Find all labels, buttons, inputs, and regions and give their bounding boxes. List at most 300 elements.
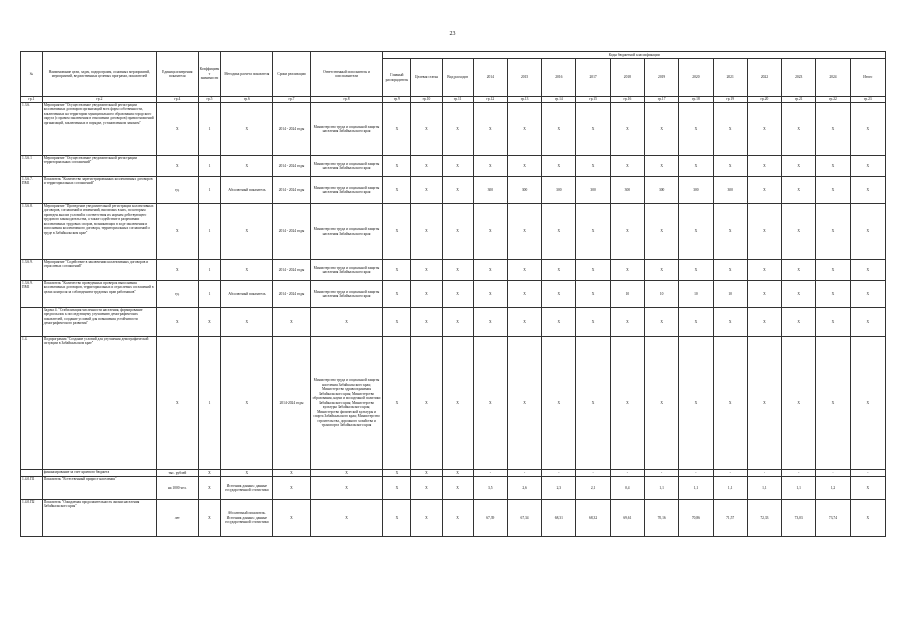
row-value: Х	[576, 260, 610, 281]
row-unit: на 1000 чел.	[157, 477, 199, 500]
row-value: Х	[850, 177, 885, 204]
row-value: 300	[679, 177, 713, 204]
row-value: Х	[816, 177, 850, 204]
row-value: 68,32	[576, 500, 610, 537]
row-value: 1,1	[679, 477, 713, 500]
col-year-2023: 2023	[782, 59, 816, 97]
row-term: Х	[273, 308, 310, 337]
col-number: гр.18	[679, 97, 713, 103]
row-unit: Х	[157, 204, 199, 260]
row-unit: Х	[157, 260, 199, 281]
col-number: гр.9	[383, 97, 411, 103]
row-method: Х	[221, 103, 273, 156]
row-value: 2,3	[542, 477, 576, 500]
row-value: Х	[713, 308, 747, 337]
row-value: 300	[713, 177, 747, 204]
row-value: 2,6	[507, 477, 541, 500]
row-value: Х	[850, 500, 885, 537]
row-unit: тыс. рублей	[157, 470, 199, 477]
row-value: 73,03	[782, 500, 816, 537]
row-term: 2014 - 2024 годы	[273, 156, 310, 177]
row-value: Х	[782, 337, 816, 470]
col-number: гр.21	[782, 97, 816, 103]
row-responsible: Министерство труда и социальной защиты населения Забайкальского края	[310, 204, 383, 260]
row-coefficient: 1	[198, 103, 221, 156]
row-value: 73,74	[816, 500, 850, 537]
row-value: Х	[576, 204, 610, 260]
row-value: Х	[645, 204, 679, 260]
row-target-article: Х	[411, 337, 442, 470]
row-value: Х	[679, 204, 713, 260]
col-number: гр.1	[21, 97, 43, 103]
row-value: Х	[782, 204, 816, 260]
row-value: -	[610, 470, 644, 477]
col-number: гр.2	[42, 97, 156, 103]
row-value: 0,4	[610, 477, 644, 500]
row-target-article: Х	[411, 177, 442, 204]
row-value: Х	[850, 477, 885, 500]
col-number: гр.7	[273, 97, 310, 103]
row-responsible: Министерство труда и социальной защиты населения Забайкальского края	[310, 156, 383, 177]
row-value: -	[713, 470, 747, 477]
row-value: Х	[782, 308, 816, 337]
row-gr-razdel: Х	[383, 308, 411, 337]
row-responsible: Министерство труда и социальной защиты населения Забайкальского края	[310, 260, 383, 281]
row-expense-type: Х	[442, 103, 473, 156]
row-method: Х	[221, 470, 273, 477]
row-value: 2,1	[576, 477, 610, 500]
row-expense-type: Х	[442, 470, 473, 477]
row-value: 300	[473, 177, 507, 204]
row-coefficient: Х	[198, 500, 221, 537]
row-coefficient: 1	[198, 281, 221, 308]
row-gr-razdel: Х	[383, 500, 411, 537]
row-value: Х	[713, 156, 747, 177]
row-value: Х	[713, 337, 747, 470]
row-responsible: Министерство труда и социальной защиты населения Забайкальского края	[310, 177, 383, 204]
row-expense-type: Х	[442, 177, 473, 204]
row-value: Х	[542, 281, 576, 308]
row-value: Х	[816, 204, 850, 260]
row-name: Показатель "Количество проведенных проверок выполнения коллективных договоров, территориальных и отраслевых соглашений в целях контроля за соблюдением трудовых прав работников"	[42, 281, 156, 308]
row-value: -	[679, 470, 713, 477]
row-term: Х	[273, 500, 310, 537]
row-value: Х	[542, 204, 576, 260]
row-value: Х	[542, 260, 576, 281]
row-value: Х	[645, 260, 679, 281]
row-value: 67,34	[507, 500, 541, 537]
row-value: -	[850, 470, 885, 477]
col-year-2015: 2015	[507, 59, 541, 97]
row-gr-razdel: Х	[383, 156, 411, 177]
row-responsible: Х	[310, 470, 383, 477]
row-value: Х	[576, 156, 610, 177]
row-gr-razdel: Х	[383, 477, 411, 500]
row-name: Подпрограмма "Создание условий для улучшения демографической ситуации в Забайкальском крае"	[42, 337, 156, 470]
row-coefficient: Х	[198, 477, 221, 500]
row-term: Х	[273, 477, 310, 500]
row-responsible: Х	[310, 477, 383, 500]
row-expense-type: Х	[442, 337, 473, 470]
row-value: 72,33	[747, 500, 781, 537]
row-value: 1,1	[713, 477, 747, 500]
table-row	[21, 103, 886, 156]
row-value: Х	[610, 204, 644, 260]
row-value: Х	[507, 260, 541, 281]
row-number: 1.3.6.9. ПМ1	[21, 281, 43, 308]
row-value: 70,16	[645, 500, 679, 537]
row-value: Х	[473, 260, 507, 281]
row-value: 300	[610, 177, 644, 204]
row-value: Х	[850, 281, 885, 308]
row-value: Х	[542, 337, 576, 470]
row-value: Х	[542, 156, 576, 177]
row-value: Х	[473, 308, 507, 337]
row-unit: ед.	[157, 281, 199, 308]
row-target-article: Х	[411, 308, 442, 337]
table-row	[21, 156, 886, 177]
row-value: Х	[850, 337, 885, 470]
col-resp: Ответственный исполнитель и соисполнители	[310, 52, 383, 97]
row-value: 10	[645, 281, 679, 308]
row-value: Х	[782, 260, 816, 281]
row-term: 2014 - 2024 годы	[273, 204, 310, 260]
row-number: 1.3.6.	[21, 103, 43, 156]
row-method: Источник данных: данные государственной статистики	[221, 477, 273, 500]
row-expense-type: Х	[442, 260, 473, 281]
col-number: гр.13	[507, 97, 541, 103]
row-expense-type: Х	[442, 308, 473, 337]
row-value: Х	[610, 103, 644, 156]
row-value: Х	[473, 204, 507, 260]
row-target-article: Х	[411, 260, 442, 281]
row-value: 1,1	[747, 477, 781, 500]
row-value: Х	[645, 103, 679, 156]
row-target-article: Х	[411, 477, 442, 500]
row-name: Мероприятие "Содействие в заключении коллективных договоров и отраслевых соглашений"	[42, 260, 156, 281]
row-name: Мероприятие "Осуществление уведомительной регистрации коллективных договоров организаций всех форм собственности, заключенных на территории муниципального образования городского округа (с правом заключения в отношении договоров) правоотношений организаций, заключенных в порядке, установленном законом"	[42, 103, 156, 156]
row-method: Х	[221, 337, 273, 470]
col-expense-type: Вид расходов	[442, 59, 473, 97]
row-term: 2014 - 2024 годы	[273, 260, 310, 281]
row-value: 3,5	[473, 477, 507, 500]
row-value: Х	[816, 337, 850, 470]
row-value: Х	[782, 156, 816, 177]
row-value: Х	[679, 103, 713, 156]
row-value: Х	[747, 281, 781, 308]
row-value: Х	[507, 308, 541, 337]
row-value: 300	[507, 177, 541, 204]
col-year-2021: 2021	[713, 59, 747, 97]
row-value: 10	[610, 281, 644, 308]
row-gr-razdel: Х	[383, 103, 411, 156]
row-expense-type: Х	[442, 500, 473, 537]
row-value: Х	[542, 308, 576, 337]
col-year-2020: 2020	[679, 59, 713, 97]
row-value: 68,31	[542, 500, 576, 537]
col-number: гр.22	[816, 97, 850, 103]
row-value: Х	[542, 103, 576, 156]
row-value: 1,1	[645, 477, 679, 500]
col-year-2014: 2014	[473, 59, 507, 97]
row-value: Х	[610, 308, 644, 337]
row-name: Мероприятие "Осуществление уведомительной регистрации территориальных соглашений"	[42, 156, 156, 177]
col-year-2019: 2019	[645, 59, 679, 97]
col-target-article: Целевая статья	[411, 59, 442, 97]
row-number: 1.3.6.8.	[21, 204, 43, 260]
col-year-2024: 2024	[816, 59, 850, 97]
row-value: -	[782, 470, 816, 477]
row-value: Х	[782, 103, 816, 156]
row-value: 70,86	[679, 500, 713, 537]
row-expense-type: Х	[442, 156, 473, 177]
row-value: Х	[473, 103, 507, 156]
row-value: Х	[747, 103, 781, 156]
row-value: 10	[679, 281, 713, 308]
row-value: Х	[645, 308, 679, 337]
row-responsible: Министерство труда и социальной защиты населения Забайкальского края; Министерство здравоохранения Забайкальского края; Министерство образования, науки и молодежной политики Забайкальского края; Министерство культуры Забайкальского края; Министерство физической культуры и спорта Забайкальского края; Министерство строительства, дорожного хозяйства и транспорта Забайкальского края	[310, 337, 383, 470]
row-value: 71,57	[713, 500, 747, 537]
table-row	[21, 281, 886, 308]
row-term: 2014 - 2024 годы	[273, 177, 310, 204]
row-value: Х	[610, 156, 644, 177]
row-name: финансирование за счет краевого бюджета	[42, 470, 156, 477]
col-number: гр.16	[610, 97, 644, 103]
row-value: Х	[679, 337, 713, 470]
row-value: -	[576, 470, 610, 477]
row-term: 2014 - 2024 годы	[273, 281, 310, 308]
col-number: гр.11	[442, 97, 473, 103]
row-name: Мероприятие "Проведение уведомительной регистрации коллективных договоров, соглашений и изменений, вносимых в них, по которым проведен анализ условий и соответствия их нормам действующего трудового законодательства, а также содействие в разрешении коллективных трудовых споров, возникающих в ходе заключения и исполнения коллективного договора, территориальных соглашений о труде в Забайкальском крае"	[42, 204, 156, 260]
row-coefficient: 1	[198, 260, 221, 281]
row-value: Х	[576, 337, 610, 470]
row-coefficient: Х	[198, 470, 221, 477]
row-value: Х	[679, 308, 713, 337]
row-unit: Х	[157, 308, 199, 337]
row-unit: Х	[157, 156, 199, 177]
row-value: Х	[816, 281, 850, 308]
col-unit: Единица измерения показателя	[157, 52, 199, 97]
row-unit: ед.	[157, 177, 199, 204]
table-row	[21, 308, 886, 337]
row-value: 300	[542, 177, 576, 204]
row-coefficient: 1	[198, 156, 221, 177]
row-gr-razdel: Х	[383, 281, 411, 308]
row-method: Абсолютный показатель	[221, 177, 273, 204]
row-target-article: Х	[411, 281, 442, 308]
row-gr-razdel: Х	[383, 260, 411, 281]
row-expense-type: Х	[442, 204, 473, 260]
col-number: гр.5	[198, 97, 221, 103]
col-number: гр.12	[473, 97, 507, 103]
row-value: Х	[850, 204, 885, 260]
row-value: Х	[576, 308, 610, 337]
col-number: гр.17	[645, 97, 679, 103]
row-value: Х	[816, 260, 850, 281]
row-method: Х	[221, 260, 273, 281]
row-term: 2014-2024 годы	[273, 337, 310, 470]
row-number: 1.4.	[21, 337, 43, 470]
row-value: 69,61	[610, 500, 644, 537]
row-value: Х	[782, 177, 816, 204]
row-value: Х	[645, 337, 679, 470]
row-value: Х	[850, 103, 885, 156]
col-year-2018: 2018	[610, 59, 644, 97]
row-name: Показатель "Ожидаемая продолжительность жизни населения Забайкальского края"	[42, 500, 156, 537]
row-coefficient: 1	[198, 177, 221, 204]
row-gr-razdel: Х	[383, 204, 411, 260]
row-value: Х	[473, 337, 507, 470]
row-value: Х	[576, 103, 610, 156]
row-unit: лет	[157, 500, 199, 537]
row-method: Х	[221, 156, 273, 177]
row-unit: Х	[157, 337, 199, 470]
row-target-article: Х	[411, 156, 442, 177]
row-value: Х	[850, 156, 885, 177]
row-value: Х	[473, 281, 507, 308]
row-gr-razdel: Х	[383, 177, 411, 204]
row-method: Абсолютный показатель	[221, 281, 273, 308]
row-coefficient: 1	[198, 337, 221, 470]
row-gr-razdel: Х	[383, 470, 411, 477]
row-value: Х	[782, 281, 816, 308]
row-value: 300	[645, 177, 679, 204]
row-number: 1.4.0.П1	[21, 477, 43, 500]
col-coef: Коэффициент значимости	[198, 52, 221, 97]
table-row	[21, 500, 886, 537]
col-year-2016: 2016	[542, 59, 576, 97]
col-number: гр.23	[850, 97, 885, 103]
row-value: Х	[747, 177, 781, 204]
row-expense-type: Х	[442, 477, 473, 500]
row-term: 2014 - 2024 годы	[273, 103, 310, 156]
row-method: Абсолютный показатель. Источник данных: данные государственной статистики	[221, 500, 273, 537]
row-number	[21, 308, 43, 337]
row-value: -	[473, 470, 507, 477]
row-value: Х	[713, 260, 747, 281]
row-responsible: Министерство труда и социальной защиты населения Забайкальского края	[310, 103, 383, 156]
col-num: №	[21, 52, 43, 97]
col-number: гр.8	[310, 97, 383, 103]
col-number: гр.20	[747, 97, 781, 103]
table-row	[21, 337, 886, 470]
indicators-table	[20, 51, 886, 537]
col-number: гр.19	[713, 97, 747, 103]
row-value: Х	[507, 156, 541, 177]
row-value: Х	[850, 260, 885, 281]
row-value: Х	[645, 156, 679, 177]
col-number: гр.10	[411, 97, 442, 103]
row-value: -	[645, 470, 679, 477]
row-target-article: Х	[411, 204, 442, 260]
row-value: Х	[610, 337, 644, 470]
row-target-article: Х	[411, 500, 442, 537]
col-number: гр.6	[221, 97, 273, 103]
row-value: Х	[473, 156, 507, 177]
row-value: 1,1	[782, 477, 816, 500]
row-coefficient: Х	[198, 308, 221, 337]
table-row	[21, 177, 886, 204]
row-value: Х	[816, 308, 850, 337]
row-value: 300	[576, 177, 610, 204]
row-expense-type: Х	[442, 281, 473, 308]
row-value: Х	[747, 260, 781, 281]
row-value: -	[747, 470, 781, 477]
row-value: -	[816, 470, 850, 477]
col-number: гр.14	[542, 97, 576, 103]
row-coefficient: 1	[198, 204, 221, 260]
row-value: Х	[576, 281, 610, 308]
table-row	[21, 470, 886, 477]
col-term: Сроки реализации	[273, 52, 310, 97]
row-gr-razdel: Х	[383, 337, 411, 470]
row-value: Х	[747, 156, 781, 177]
row-target-article: Х	[411, 470, 442, 477]
row-number: 1.4.0.П2	[21, 500, 43, 537]
row-number	[21, 470, 43, 477]
row-responsible: Министерство труда и социальной защиты населения Забайкальского края	[310, 281, 383, 308]
col-name: Наименование цели, задач, подпрограмм, основных мероприятий, мероприятий, ведомственных целевых программ, показателей	[42, 52, 156, 97]
row-value: Х	[816, 156, 850, 177]
col-method: Методика расчета показателя	[221, 52, 273, 97]
row-responsible: Х	[310, 500, 383, 537]
row-value: 10	[713, 281, 747, 308]
col-number: гр.15	[576, 97, 610, 103]
row-method: Х	[221, 308, 273, 337]
row-value: Х	[507, 337, 541, 470]
row-value: Х	[850, 308, 885, 337]
col-year-2022: 2022	[747, 59, 781, 97]
table-row	[21, 260, 886, 281]
row-value: -	[507, 470, 541, 477]
row-value: Х	[507, 281, 541, 308]
row-value: Х	[713, 204, 747, 260]
row-value: Х	[507, 204, 541, 260]
col-total: Итого	[850, 59, 885, 97]
row-value: 67,39	[473, 500, 507, 537]
row-responsible: Х	[310, 308, 383, 337]
col-gr-razdel: Главный распорядитель	[383, 59, 411, 97]
row-value: Х	[747, 337, 781, 470]
row-value: Х	[747, 204, 781, 260]
row-number: 1.3.6.9.	[21, 260, 43, 281]
row-value: Х	[679, 260, 713, 281]
page-number: 23	[449, 31, 456, 37]
row-value: Х	[610, 260, 644, 281]
row-method: Х	[221, 204, 273, 260]
table-row	[21, 204, 886, 260]
row-term: Х	[273, 470, 310, 477]
row-value: 1,2	[816, 477, 850, 500]
row-value: Х	[816, 103, 850, 156]
row-target-article: Х	[411, 103, 442, 156]
row-name: Показатель "Количество зарегистрированных коллективных договоров и территориальных соглашений"	[42, 177, 156, 204]
row-value: Х	[507, 103, 541, 156]
row-number: 1.3.6.7. ПМ1	[21, 177, 43, 204]
col-year-2017: 2017	[576, 59, 610, 97]
row-value: -	[542, 470, 576, 477]
row-value: Х	[747, 308, 781, 337]
row-value: Х	[679, 156, 713, 177]
row-value: Х	[713, 103, 747, 156]
col-number: гр.4	[157, 97, 199, 103]
row-name: Задача 4. "Стабилизация численности населения, формирование предпосылок к последующему улучшению демографических показателей, создание условий для повышения устойчивости демографического развития"	[42, 308, 156, 337]
row-unit: Х	[157, 103, 199, 156]
row-name: Показатель "Естественный прирост населения"	[42, 477, 156, 500]
table-row	[21, 477, 886, 500]
budget-codes-header: Коды бюджетной классификации	[383, 52, 886, 59]
row-number: 1.3.6.1	[21, 156, 43, 177]
